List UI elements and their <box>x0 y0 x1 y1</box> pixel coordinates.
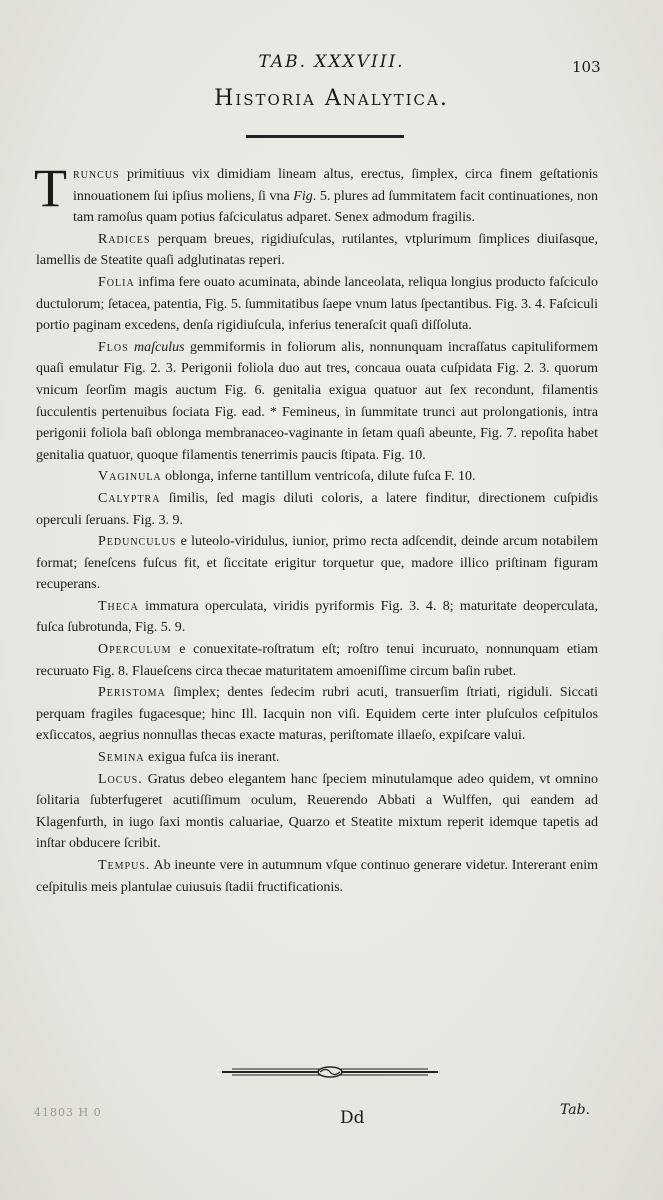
paragraph-lead: Theca <box>98 598 139 614</box>
section-title: Historia Analytica. <box>214 86 449 111</box>
paragraph-flos <box>36 337 598 467</box>
paragraph-locus <box>36 769 598 855</box>
paragraph-text: e luteolo-viridulus, iunior, primo recta adſcendit, deinde arcum notabilem format; ſeneſcens fuſcus fit, et ſiccitate erigitur torquetur que, madore illico priſtinam figuram recuperans. <box>36 534 598 593</box>
paragraph-text: ſimilis, ſed magis diluti coloris, a latere finditur, directionem cuſpidis operculi ſeruans. Fig. 3. 9. <box>36 490 598 528</box>
paragraph-text: exigua fuſca iis inerant. <box>144 750 280 766</box>
paragraph-theca <box>36 596 598 639</box>
catchword: Tab. <box>560 1102 591 1118</box>
paragraph-text: primitiuus vix dimidiam lineam altus, erectus, ſimplex, circa finem geſtationis innouationem ſui ipſius moliens, ſi vna <box>73 167 598 204</box>
paragraph-lead: Folia <box>98 274 135 290</box>
paragraph-text: perquam breues, rigidiuſculas, rutilantes, vtplurimum ſimplices diuiſasque, lamellis de Steatite quaſi adglutinatas reperi. <box>36 231 598 269</box>
paragraph-text: ſimplex; dentes ſedecim rubri acuti, transuerſim ſtriati, rigiduli. Siccati perquam fragiles fugacesque; hinc Ill. Iacquin non viſi. Equidem certe inter pluſculos ceſpitulos exſiccatos, aegrius nonnullas thecas exacte maturas, periſtomate illaeſo, expiſcare valui. <box>36 685 598 744</box>
paragraph-pedunculus <box>36 531 598 596</box>
paragraph-text: immatura operculata, viridis pyriformis Fig. 3. 4. 8; maturitate deoperculata, fuſca ſubrotunda, Fig. 5. 9. <box>36 598 598 636</box>
paragraph-text: Ab ineunte vere in autumnum vſque continuo generare videtur. Intererant enim ceſpitulis meis plantulae cuiusuis ſtadii fructificationis. <box>36 858 598 895</box>
paragraph-lead: Calyptra <box>98 490 161 506</box>
paragraph-text: . 5. plures ad ſummitatem facit continuationes, non tam ramoſus quam potius faſciculatus adparet. Senex admodum fragilis. <box>73 188 598 226</box>
paragraph-lead: Semina <box>98 750 145 766</box>
paragraph-lead: Locus. <box>98 771 143 787</box>
paragraph-text: e conuexitate-roſtratum eſt; roſtro tenui incuruato, nonnunquam etiam recuruato Fig. 8. Flaueſcens circa thecae maturitatem amoeniſſime circum baſin rubet. <box>36 642 598 679</box>
title-rule <box>246 135 404 138</box>
paragraph-vaginula <box>36 466 598 488</box>
paragraph-lead: Tempus. <box>98 858 151 873</box>
paragraph-radices <box>36 229 598 272</box>
ornament-divider <box>222 1065 438 1079</box>
paragraph-semina <box>36 747 598 769</box>
body-text <box>34 158 598 898</box>
paragraph-operculum <box>36 639 598 682</box>
page-number: 103 <box>572 58 601 76</box>
paragraph-truncus <box>34 158 598 229</box>
signature-mark: Dd <box>340 1108 365 1128</box>
paragraph-lead: runcus <box>73 167 120 182</box>
paragraph-text: Gratus debeo elegantem hanc ſpeciem minutulamque adeo quidem, vt omnino ſolitaria ſubterfugeret acutiſſimum oculum, Reuerendo Abbati a Wulffen, qui eandem ad Klagenfurth, in iugo ſaxi montis caluariae, Quarzo et Steatite mixtum reperit idemque tapetis ad inſtar obducere ſcribit. <box>36 771 598 852</box>
paragraph-text: infima fere ouato acuminata, abinde lanceolata, reliqua longius producto faſciculo ductulorum; ſetacea, patentia, Fig. 5. ſummitatibus ſaepe vnum latus ſpectantibus. Fig. 3. 4. Faſciculi portio paginam excedens, denſa rigidiuſcula, inferius teneraſcit quaſi diſſoluta. <box>36 274 598 334</box>
drop-cap: T <box>34 158 67 218</box>
paragraph-calyptra <box>36 488 598 531</box>
paragraph-lead: Radices <box>98 231 151 247</box>
running-title: TAB. XXXVIII. <box>258 52 405 72</box>
paragraph-tempus <box>36 855 598 898</box>
paragraph-peristoma <box>36 682 598 747</box>
paragraph-lead: Pedunculus <box>98 534 177 550</box>
library-stamp: 41803 H 0 <box>34 1106 102 1119</box>
fig-ref: Fig <box>293 188 313 204</box>
paragraph-text: gemmiformis in foliorum alis, nonnunquam incraſſatus capituliformem quaſi emulatur Fig. 2. 3. Perigonii foliola duo aut tres, concaua ouata cuſpidata Fig. 2. 3. quorum vnicum ſeorſim magis auctum Fig. 6. genitalia exigua quatuor aut ſex recondunt, filamentis ſucculentis pertenuibus ſociata Fig. ead. * Femineus, in ſummitate trunci aut prolongationis, intra perigonii foliola baſi oblonga membranaceo-vaginante in ſetam quaſi abeunte, Fig. 7. repoſita habet genitalia quatuor, quoque filamentis tenerrimis paucis ſtipata. Fig. 10. <box>36 339 598 463</box>
paragraph-folia <box>36 272 598 337</box>
paragraph-lead: Operculum <box>98 642 172 658</box>
paragraph-lead: Flos <box>98 339 129 355</box>
paragraph-lead: Peristoma <box>98 685 166 701</box>
paragraph-text: oblonga, inferne tantillum ventricoſa, dilute fuſca F. 10. <box>161 469 476 485</box>
paragraph-lead-italic: maſculus <box>128 339 185 355</box>
paragraph-lead: Vaginula <box>98 469 162 485</box>
